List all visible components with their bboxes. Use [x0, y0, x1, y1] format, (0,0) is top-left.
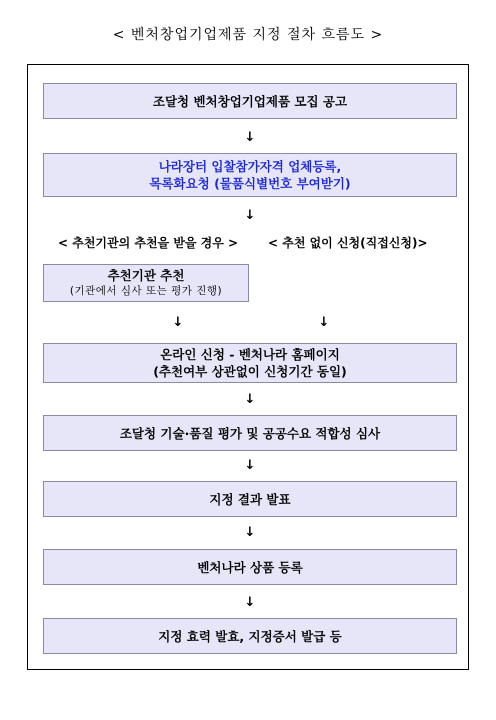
step-online-application-line2: (추천여부 상관없이 신청기간 동일): [153, 364, 347, 379]
step-online-application-box: [43, 343, 457, 383]
step-registration-box: [43, 153, 457, 197]
step-registration-line1: 나라장터 입찰참가자격 업체등록,: [158, 159, 342, 174]
step-result-box: [43, 481, 457, 517]
step-recommendation-title: 추천기관 추천: [107, 268, 185, 283]
branch-label-recommended: < 추천기관의 추천을 받을 경우 >: [58, 236, 239, 250]
arrow-down-icon: ↓: [244, 130, 256, 145]
arrow-down-icon: ↓: [244, 595, 256, 610]
step-announcement-box: [43, 83, 457, 119]
step-announcement-text: 조달청 벤처창업기업제품 모집 공고: [152, 93, 348, 109]
step-recommendation-subtitle: (기관에서 심사 또는 평가 진행): [69, 285, 223, 297]
arrow-down-icon: ↓: [244, 392, 256, 407]
step-evaluation-box: [43, 415, 457, 451]
arrow-down-icon: ↓: [318, 315, 330, 330]
step-product-registration-box: [43, 549, 457, 585]
step-recommendation-box: [43, 264, 249, 302]
arrow-down-icon: ↓: [172, 315, 184, 330]
step-result-text: 지정 결과 발표: [209, 491, 291, 507]
step-certificate-text: 지정 효력 발효, 지정증서 발급 등: [158, 628, 342, 644]
arrow-down-icon: ↓: [244, 525, 256, 540]
step-evaluation-text: 조달청 기술·품질 평가 및 공공수요 적합성 심사: [119, 425, 381, 441]
arrow-down-icon: ↓: [244, 458, 256, 473]
step-online-application-line1: 온라인 신청 - 벤처나라 홈페이지: [160, 347, 340, 362]
arrow-down-icon: ↓: [244, 208, 256, 223]
step-certificate-box: [43, 618, 457, 654]
branch-label-direct: < 추천 없이 신청(직접신청)>: [268, 236, 428, 250]
step-product-registration-text: 벤처나라 상품 등록: [197, 559, 303, 575]
page-title: < 벤처창업기업제품 지정 절차 흐름도 >: [112, 27, 384, 43]
step-registration-line2: 목록화요청 (물품식별번호 부여받기): [149, 176, 351, 191]
